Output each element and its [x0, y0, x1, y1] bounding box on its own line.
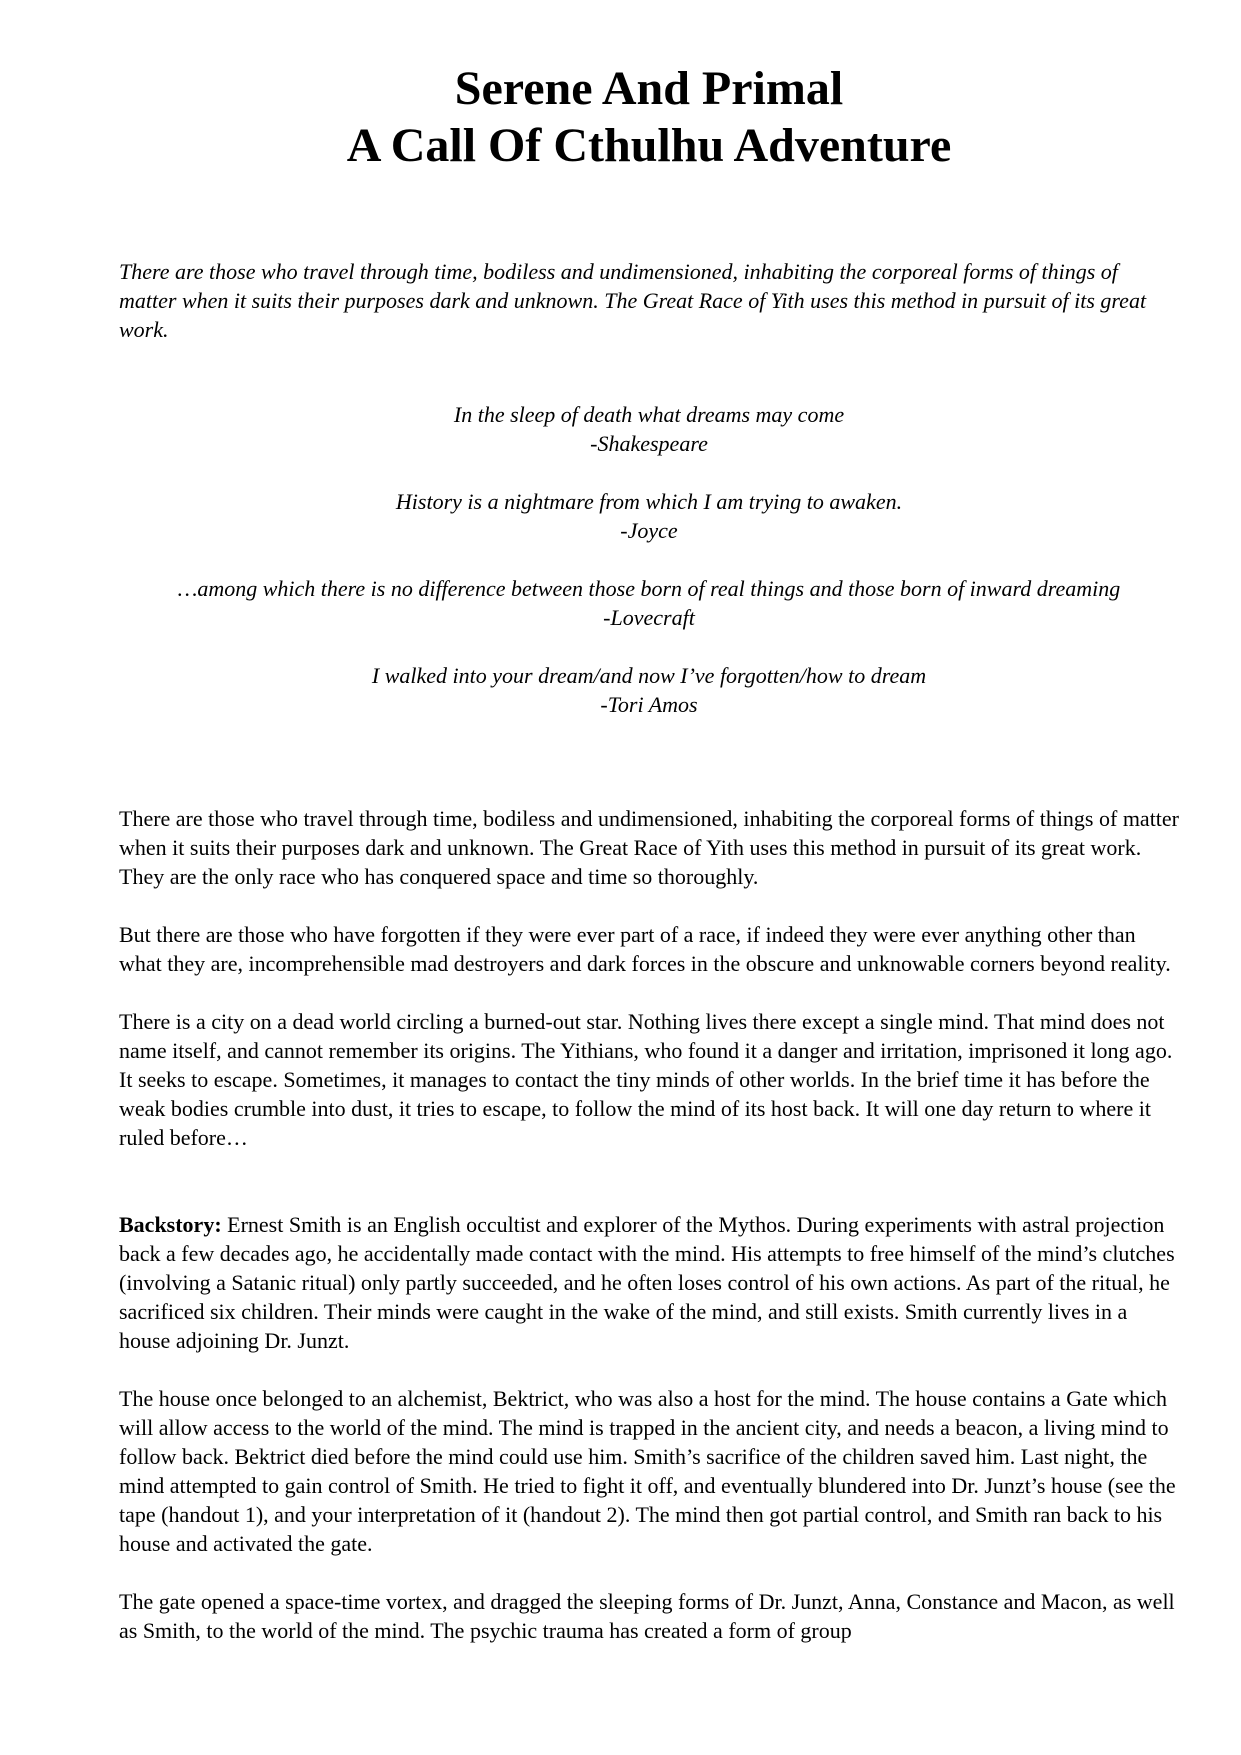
quote-text: …among which there is no difference between those born of real things and those born of inward dreaming: [177, 576, 1121, 601]
quote-block: [119, 487, 1179, 545]
body-paragraph-1: There are those who travel through time, bodiless and undimensioned, inhabiting the corporeal forms of things of matter when it suits their purposes dark and unknown. The Great Race of Yith uses this method in pursuit of its great work. They are the only race who has conquered space and time so thoroughly.: [119, 806, 1180, 889]
quote-block: [119, 661, 1179, 719]
backstory-paragraph: [119, 1210, 1179, 1355]
quote-text: I walked into your dream/and now I’ve forgotten/how to dream: [371, 663, 927, 688]
backstory-text: Ernest Smith is an English occultist and explorer of the Mythos. During experiments with astral projection back a few decades ago, he accidentally made contact with the mind. His attempts to free himself of the mind’s clutches (involving a Satanic ritual) only partly succeeded, and he often loses control of his own actions. As part of the ritual, he sacrificed six children. Their minds were caught in the wake of the mind, and still exists. Smith currently lives in a house adjoining Dr. Junzt.: [119, 1212, 1175, 1353]
intro-paragraph: There are those who travel through time, bodiless and undimensioned, inhabiting the corporeal forms of things of matter when it suits their purposes dark and unknown. The Great Race of Yith uses this method in pursuit of its great work.: [119, 259, 1147, 342]
title-line-1: Serene And Primal: [454, 62, 844, 115]
quote-block: [119, 400, 1179, 458]
quote-text: History is a nightmare from which I am trying to awaken.: [395, 489, 903, 514]
epigraph-quotes: [119, 400, 1179, 748]
quote-author: -Tori Amos: [600, 692, 698, 717]
quote-author: -Lovecraft: [603, 605, 695, 630]
document-title: [119, 60, 1179, 174]
title-line-2: A Call Of Cthulhu Adventure: [346, 119, 952, 172]
body-paragraph-2: But there are those who have forgotten if they were ever part of a race, if indeed they were ever anything other than what they are, incomprehensible mad destroyers and dark forces in the obscure and unknowable corners beyond reality.: [119, 922, 1171, 976]
body-paragraph-6: The gate opened a space-time vortex, and dragged the sleeping forms of Dr. Junzt, Anna, Constance and Macon, as well as Smith, to the world of the mind. The psychic trauma has created a form of group: [119, 1589, 1175, 1643]
body-text: [119, 804, 1179, 1674]
quote-block: [119, 574, 1179, 632]
document-page: [119, 60, 1180, 1643]
body-paragraph-5: The house once belonged to an alchemist, Bektrict, who was also a host for the mind. The house contains a Gate which will allow access to the world of the mind. The mind is trapped in the ancient city, and needs a beacon, a living mind to follow back. Bektrict died before the mind could use him. Smith’s sacrifice of the children saved him. Last night, the mind attempted to gain control of Smith. He tried to fight it off, and eventually blundered into Dr. Junzt’s house (see the tape (handout 1), and your interpretation of it (handout 2). The mind then got partial control, and Smith ran back to his house and activated the gate.: [119, 1386, 1176, 1556]
backstory-label: Backstory:: [119, 1212, 222, 1237]
quote-author: -Shakespeare: [590, 431, 708, 456]
body-paragraph-3: There is a city on a dead world circling a burned-out star. Nothing lives there except a single mind. That mind does not name itself, and cannot remember its origins. The Yithians, who found it a danger and irritation, imprisoned it long ago. It seeks to escape. Sometimes, it manages to contact the tiny minds of other worlds. In the brief time it has before the weak bodies crumble into dust, it tries to escape, to follow the mind of its host back. It will one day return to where it ruled before…: [119, 1009, 1173, 1150]
quote-text: In the sleep of death what dreams may come: [453, 402, 845, 427]
quote-author: -Joyce: [620, 518, 678, 543]
